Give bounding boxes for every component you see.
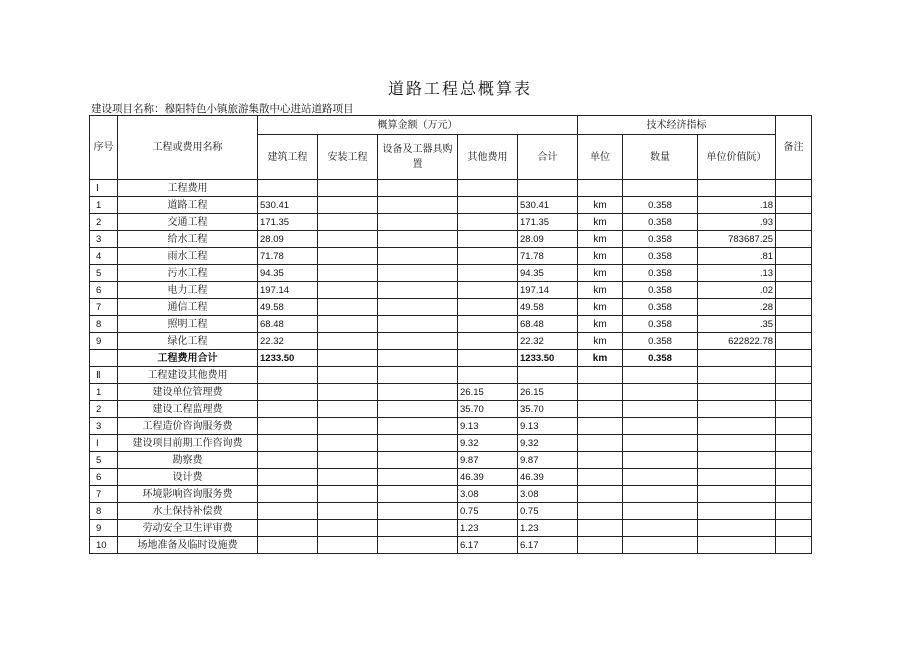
cell-name: 建设单位管理费 bbox=[118, 384, 258, 401]
cell-unit: km bbox=[578, 197, 623, 214]
table-row bbox=[90, 214, 812, 231]
header-building: 建筑工程 bbox=[258, 135, 318, 180]
cell-equipment bbox=[378, 384, 458, 401]
table-row bbox=[90, 197, 812, 214]
cell-equipment bbox=[378, 401, 458, 418]
cell-qty: 0.358 bbox=[623, 350, 698, 367]
cell-unit: km bbox=[578, 299, 623, 316]
cell-qty bbox=[623, 486, 698, 503]
header-remark: 备注 bbox=[776, 116, 812, 180]
cell-total: 26.15 bbox=[518, 384, 578, 401]
table-row bbox=[90, 486, 812, 503]
cell-other: 9.32 bbox=[458, 435, 518, 452]
cell-seq: 2 bbox=[90, 214, 118, 231]
cell-seq: 6 bbox=[90, 469, 118, 486]
cell-unit-price: .13 bbox=[698, 265, 776, 282]
cell-other bbox=[458, 248, 518, 265]
cell-unit bbox=[578, 537, 623, 554]
cell-total: 49.58 bbox=[518, 299, 578, 316]
cell-equipment bbox=[378, 333, 458, 350]
cell-total: 28.09 bbox=[518, 231, 578, 248]
cell-building bbox=[258, 435, 318, 452]
cell-other: 9.13 bbox=[458, 418, 518, 435]
cell-install bbox=[318, 537, 378, 554]
cell-unit: km bbox=[578, 214, 623, 231]
table-row bbox=[90, 316, 812, 333]
cell-install bbox=[318, 520, 378, 537]
table-row bbox=[90, 520, 812, 537]
cell-remark bbox=[776, 520, 812, 537]
cell-other bbox=[458, 197, 518, 214]
cell-remark bbox=[776, 248, 812, 265]
cell-remark bbox=[776, 469, 812, 486]
cell-install bbox=[318, 469, 378, 486]
cell-seq: 7 bbox=[90, 299, 118, 316]
cell-other bbox=[458, 299, 518, 316]
cell-seq: 2 bbox=[90, 401, 118, 418]
cell-unit bbox=[578, 435, 623, 452]
cell-equipment bbox=[378, 180, 458, 197]
cell-unit-price: 622822.78 bbox=[698, 333, 776, 350]
cell-remark bbox=[776, 537, 812, 554]
cell-remark bbox=[776, 299, 812, 316]
cell-qty bbox=[623, 435, 698, 452]
project-name: 建设项目名称：穆阳特色小镇旅游集散中心进站道路项目 bbox=[91, 103, 354, 115]
table-row bbox=[90, 435, 812, 452]
cell-seq: 3 bbox=[90, 418, 118, 435]
cell-equipment bbox=[378, 486, 458, 503]
header-seq: 序号 bbox=[90, 116, 118, 180]
cell-total: 71.78 bbox=[518, 248, 578, 265]
cell-install bbox=[318, 180, 378, 197]
cell-unit-price: .28 bbox=[698, 299, 776, 316]
cell-other bbox=[458, 265, 518, 282]
table-row bbox=[90, 401, 812, 418]
cell-name: 场地准备及临时设施费 bbox=[118, 537, 258, 554]
cell-total bbox=[518, 180, 578, 197]
cell-remark bbox=[776, 435, 812, 452]
cell-qty: 0.358 bbox=[623, 231, 698, 248]
cell-qty: 0.358 bbox=[623, 265, 698, 282]
table-row bbox=[90, 537, 812, 554]
cell-qty: 0.358 bbox=[623, 333, 698, 350]
cell-name: 给水工程 bbox=[118, 231, 258, 248]
cell-install bbox=[318, 265, 378, 282]
cell-unit: km bbox=[578, 231, 623, 248]
cell-unit bbox=[578, 452, 623, 469]
cell-remark bbox=[776, 486, 812, 503]
cell-name: 照明工程 bbox=[118, 316, 258, 333]
cell-install bbox=[318, 248, 378, 265]
cell-unit: km bbox=[578, 265, 623, 282]
cell-qty bbox=[623, 384, 698, 401]
header-tech: 技术经济指标 bbox=[578, 116, 776, 135]
cell-install bbox=[318, 282, 378, 299]
cell-name: 污水工程 bbox=[118, 265, 258, 282]
header-unit: 单位 bbox=[578, 135, 623, 180]
cell-qty: 0.358 bbox=[623, 197, 698, 214]
cell-equipment bbox=[378, 214, 458, 231]
cell-unit-price: .18 bbox=[698, 197, 776, 214]
cell-seq: 9 bbox=[90, 333, 118, 350]
cell-unit bbox=[578, 401, 623, 418]
cell-building: 49.58 bbox=[258, 299, 318, 316]
cell-qty bbox=[623, 520, 698, 537]
cell-other bbox=[458, 316, 518, 333]
cell-remark bbox=[776, 333, 812, 350]
cell-equipment bbox=[378, 197, 458, 214]
table-row bbox=[90, 418, 812, 435]
table-row bbox=[90, 333, 812, 350]
cell-building: 171.35 bbox=[258, 214, 318, 231]
cell-install bbox=[318, 316, 378, 333]
cell-total: 530.41 bbox=[518, 197, 578, 214]
cell-total: 35.70 bbox=[518, 401, 578, 418]
cell-install bbox=[318, 401, 378, 418]
cell-name: 交通工程 bbox=[118, 214, 258, 231]
cell-other: 6.17 bbox=[458, 537, 518, 554]
cell-name: 劳动安全卫生评审费 bbox=[118, 520, 258, 537]
cell-install bbox=[318, 384, 378, 401]
cell-total: 46.39 bbox=[518, 469, 578, 486]
cell-total bbox=[518, 367, 578, 384]
cell-qty bbox=[623, 469, 698, 486]
cell-install bbox=[318, 214, 378, 231]
cell-building: 71.78 bbox=[258, 248, 318, 265]
cell-unit-price: .81 bbox=[698, 248, 776, 265]
cell-name: 建设工程监理费 bbox=[118, 401, 258, 418]
cell-remark bbox=[776, 367, 812, 384]
cell-seq: 10 bbox=[90, 537, 118, 554]
header-unit-price: 单位价值阮） bbox=[698, 135, 776, 180]
cell-remark bbox=[776, 350, 812, 367]
cell-unit: km bbox=[578, 333, 623, 350]
cell-building bbox=[258, 520, 318, 537]
cell-install bbox=[318, 367, 378, 384]
header-other: 其他费用 bbox=[458, 135, 518, 180]
cell-seq: 5 bbox=[90, 265, 118, 282]
cell-qty: 0.358 bbox=[623, 214, 698, 231]
cell-remark bbox=[776, 401, 812, 418]
cell-unit-price bbox=[698, 384, 776, 401]
table-row bbox=[90, 452, 812, 469]
cell-equipment bbox=[378, 520, 458, 537]
cell-total: 1.23 bbox=[518, 520, 578, 537]
cell-unit bbox=[578, 503, 623, 520]
cell-install bbox=[318, 299, 378, 316]
cell-unit bbox=[578, 367, 623, 384]
cell-name: 建设项目前期工作咨询费 bbox=[118, 435, 258, 452]
cell-name: 雨水工程 bbox=[118, 248, 258, 265]
cell-unit: km bbox=[578, 248, 623, 265]
cell-unit-price: 783687.25 bbox=[698, 231, 776, 248]
cell-name: 工程费用 bbox=[118, 180, 258, 197]
cell-other: 26.15 bbox=[458, 384, 518, 401]
estimate-table bbox=[89, 115, 812, 554]
cell-qty bbox=[623, 418, 698, 435]
cell-seq bbox=[90, 350, 118, 367]
cell-equipment bbox=[378, 231, 458, 248]
table-row bbox=[90, 248, 812, 265]
cell-name: 工程费用合计 bbox=[118, 350, 258, 367]
cell-seq: 8 bbox=[90, 316, 118, 333]
cell-other bbox=[458, 180, 518, 197]
cell-other bbox=[458, 333, 518, 350]
cell-qty bbox=[623, 537, 698, 554]
cell-qty: 0.358 bbox=[623, 282, 698, 299]
header-estimate: 概算金额（万元） bbox=[258, 116, 578, 135]
cell-seq: 1 bbox=[90, 197, 118, 214]
cell-install bbox=[318, 197, 378, 214]
cell-other: 9.87 bbox=[458, 452, 518, 469]
cell-seq: 4 bbox=[90, 248, 118, 265]
cell-total: 0.75 bbox=[518, 503, 578, 520]
cell-unit-price: .35 bbox=[698, 316, 776, 333]
cell-building bbox=[258, 503, 318, 520]
cell-install bbox=[318, 435, 378, 452]
cell-building bbox=[258, 469, 318, 486]
cell-other: 3.08 bbox=[458, 486, 518, 503]
cell-building bbox=[258, 367, 318, 384]
cell-name: 工程建设其他费用 bbox=[118, 367, 258, 384]
cell-name: 设计费 bbox=[118, 469, 258, 486]
header-equipment: 设备及工器具购置 bbox=[378, 135, 458, 180]
cell-qty: 0.358 bbox=[623, 316, 698, 333]
cell-unit: km bbox=[578, 316, 623, 333]
cell-total: 3.08 bbox=[518, 486, 578, 503]
table-row bbox=[90, 282, 812, 299]
cell-unit bbox=[578, 418, 623, 435]
cell-other: 0.75 bbox=[458, 503, 518, 520]
cell-unit-price bbox=[698, 350, 776, 367]
cell-seq: Ⅰ bbox=[90, 180, 118, 197]
cell-unit-price bbox=[698, 503, 776, 520]
cell-install bbox=[318, 350, 378, 367]
cell-total: 9.32 bbox=[518, 435, 578, 452]
cell-building: 1233.50 bbox=[258, 350, 318, 367]
cell-unit-price bbox=[698, 452, 776, 469]
cell-seq: 8 bbox=[90, 503, 118, 520]
table-row bbox=[90, 384, 812, 401]
header-qty: 数量 bbox=[623, 135, 698, 180]
cell-equipment bbox=[378, 503, 458, 520]
table-row bbox=[90, 231, 812, 248]
header-total: 合计 bbox=[518, 135, 578, 180]
cell-unit-price bbox=[698, 401, 776, 418]
cell-unit: km bbox=[578, 282, 623, 299]
cell-total: 9.13 bbox=[518, 418, 578, 435]
cell-equipment bbox=[378, 367, 458, 384]
cell-equipment bbox=[378, 418, 458, 435]
cell-remark bbox=[776, 214, 812, 231]
cell-total: 171.35 bbox=[518, 214, 578, 231]
cell-other bbox=[458, 214, 518, 231]
cell-seq: 9 bbox=[90, 520, 118, 537]
cell-unit bbox=[578, 486, 623, 503]
cell-equipment bbox=[378, 282, 458, 299]
cell-building: 68.48 bbox=[258, 316, 318, 333]
cell-unit-price bbox=[698, 180, 776, 197]
cell-name: 环境影响咨询服务费 bbox=[118, 486, 258, 503]
cell-seq: 1 bbox=[90, 384, 118, 401]
cell-remark bbox=[776, 265, 812, 282]
cell-equipment bbox=[378, 452, 458, 469]
cell-name: 电力工程 bbox=[118, 282, 258, 299]
cell-install bbox=[318, 452, 378, 469]
cell-building bbox=[258, 384, 318, 401]
cell-unit-price bbox=[698, 486, 776, 503]
cell-other: 46.39 bbox=[458, 469, 518, 486]
cell-other bbox=[458, 367, 518, 384]
cell-total: 9.87 bbox=[518, 452, 578, 469]
cell-name: 工程造价咨询服务费 bbox=[118, 418, 258, 435]
cell-equipment bbox=[378, 350, 458, 367]
header-install: 安装工程 bbox=[318, 135, 378, 180]
header-name: 工程或费用名称 bbox=[118, 116, 258, 180]
cell-qty bbox=[623, 180, 698, 197]
table-row bbox=[90, 265, 812, 282]
cell-other bbox=[458, 282, 518, 299]
cell-name: 道路工程 bbox=[118, 197, 258, 214]
cell-unit bbox=[578, 520, 623, 537]
cell-equipment bbox=[378, 435, 458, 452]
cell-unit-price bbox=[698, 520, 776, 537]
table-row bbox=[90, 367, 812, 384]
cell-remark bbox=[776, 180, 812, 197]
cell-remark bbox=[776, 282, 812, 299]
cell-install bbox=[318, 231, 378, 248]
cell-seq: 6 bbox=[90, 282, 118, 299]
cell-total: 197.14 bbox=[518, 282, 578, 299]
cell-unit bbox=[578, 384, 623, 401]
cell-equipment bbox=[378, 316, 458, 333]
cell-building bbox=[258, 486, 318, 503]
document-title: 道路工程总概算表 bbox=[387, 79, 532, 98]
cell-equipment bbox=[378, 537, 458, 554]
cell-unit-price: .93 bbox=[698, 214, 776, 231]
cell-building bbox=[258, 401, 318, 418]
cell-equipment bbox=[378, 248, 458, 265]
table-row bbox=[90, 350, 812, 367]
cell-building: 28.09 bbox=[258, 231, 318, 248]
table-row bbox=[90, 299, 812, 316]
cell-unit bbox=[578, 180, 623, 197]
cell-remark bbox=[776, 231, 812, 248]
cell-install bbox=[318, 333, 378, 350]
cell-remark bbox=[776, 384, 812, 401]
cell-building: 197.14 bbox=[258, 282, 318, 299]
cell-seq: I bbox=[90, 435, 118, 452]
cell-seq: 5 bbox=[90, 452, 118, 469]
cell-install bbox=[318, 418, 378, 435]
cell-other: 1.23 bbox=[458, 520, 518, 537]
cell-total: 1233.50 bbox=[518, 350, 578, 367]
cell-name: 勘察费 bbox=[118, 452, 258, 469]
cell-remark bbox=[776, 197, 812, 214]
cell-unit-price bbox=[698, 469, 776, 486]
table-row bbox=[90, 503, 812, 520]
cell-seq: Ⅱ bbox=[90, 367, 118, 384]
cell-equipment bbox=[378, 469, 458, 486]
cell-equipment bbox=[378, 265, 458, 282]
cell-other: 35.70 bbox=[458, 401, 518, 418]
cell-building bbox=[258, 452, 318, 469]
cell-building bbox=[258, 180, 318, 197]
cell-building: 22.32 bbox=[258, 333, 318, 350]
cell-qty bbox=[623, 401, 698, 418]
cell-unit-price bbox=[698, 435, 776, 452]
cell-other bbox=[458, 231, 518, 248]
cell-remark bbox=[776, 316, 812, 333]
cell-unit: km bbox=[578, 350, 623, 367]
cell-building bbox=[258, 418, 318, 435]
cell-building: 530.41 bbox=[258, 197, 318, 214]
cell-qty: 0.358 bbox=[623, 299, 698, 316]
cell-install bbox=[318, 486, 378, 503]
cell-unit-price bbox=[698, 418, 776, 435]
cell-total: 94.35 bbox=[518, 265, 578, 282]
cell-seq: 7 bbox=[90, 486, 118, 503]
cell-qty bbox=[623, 452, 698, 469]
cell-name: 绿化工程 bbox=[118, 333, 258, 350]
cell-unit-price bbox=[698, 367, 776, 384]
cell-qty bbox=[623, 503, 698, 520]
table-row bbox=[90, 469, 812, 486]
cell-building bbox=[258, 537, 318, 554]
table-row bbox=[90, 180, 812, 197]
cell-total: 22.32 bbox=[518, 333, 578, 350]
cell-unit bbox=[578, 469, 623, 486]
cell-total: 6.17 bbox=[518, 537, 578, 554]
cell-qty: 0.358 bbox=[623, 248, 698, 265]
cell-unit-price: .02 bbox=[698, 282, 776, 299]
cell-remark bbox=[776, 452, 812, 469]
cell-building: 94.35 bbox=[258, 265, 318, 282]
cell-total: 68.48 bbox=[518, 316, 578, 333]
cell-other bbox=[458, 350, 518, 367]
cell-name: 通信工程 bbox=[118, 299, 258, 316]
cell-qty bbox=[623, 367, 698, 384]
cell-install bbox=[318, 503, 378, 520]
cell-equipment bbox=[378, 299, 458, 316]
cell-remark bbox=[776, 418, 812, 435]
cell-unit-price bbox=[698, 537, 776, 554]
cell-remark bbox=[776, 503, 812, 520]
cell-name: 水土保持补偿费 bbox=[118, 503, 258, 520]
cell-seq: 3 bbox=[90, 231, 118, 248]
